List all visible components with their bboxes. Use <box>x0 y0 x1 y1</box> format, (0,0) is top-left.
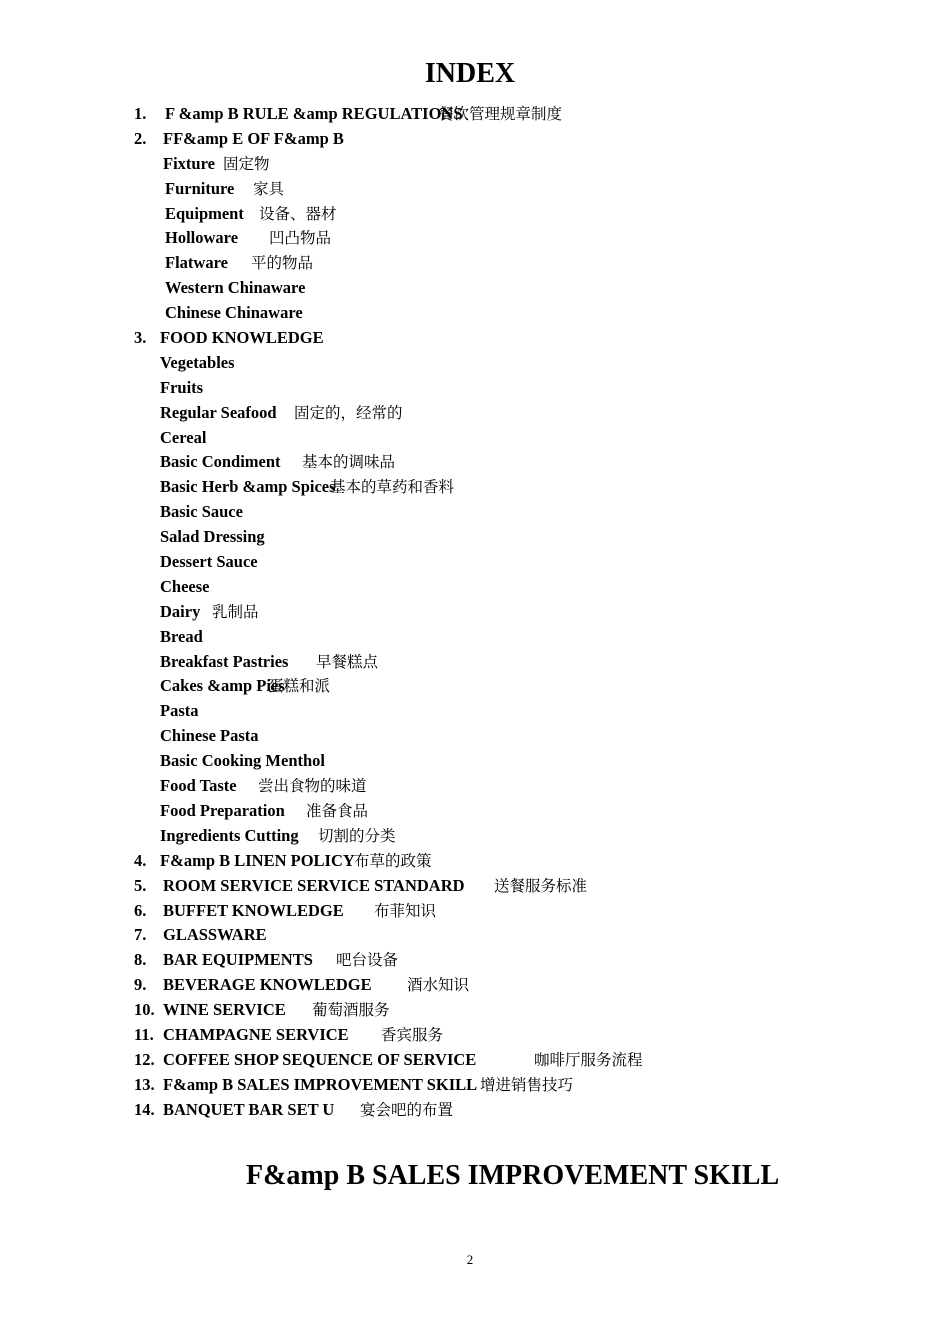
index-row <box>134 525 894 550</box>
index-list <box>134 102 894 1123</box>
index-row <box>134 824 894 849</box>
index-row <box>134 973 894 998</box>
item-number: 7. <box>134 925 147 945</box>
item-label: COFFEE SHOP SEQUENCE OF SERVICE <box>163 1049 477 1069</box>
item-label: F&amp B SALES IMPROVEMENT SKILL <box>163 1074 478 1094</box>
section-heading: F&amp B SALES IMPROVEMENT SKILL <box>246 1160 780 1191</box>
item-number: 12. <box>134 1049 155 1069</box>
index-row <box>134 102 894 127</box>
item-label: Basic Cooking Menthol <box>160 751 326 771</box>
index-row <box>134 202 894 227</box>
index-row <box>134 500 894 525</box>
item-label: Fruits <box>160 377 204 397</box>
item-translation: 蛋糕和派 <box>268 677 331 696</box>
item-translation: 布草的政策 <box>354 851 432 870</box>
index-row <box>134 1023 894 1048</box>
item-translation: 尝出食物的味道 <box>258 777 367 796</box>
item-label: Regular Seafood <box>160 402 277 422</box>
index-row <box>134 998 894 1023</box>
item-number: 4. <box>134 850 147 870</box>
item-label: FF&amp E OF F&amp B <box>163 128 344 148</box>
item-number: 14. <box>134 1099 155 1119</box>
item-label: BAR EQUIPMENTS <box>163 950 313 970</box>
index-row <box>134 326 894 351</box>
item-label: Dessert Sauce <box>160 552 258 572</box>
item-label: F&amp B LINEN POLICY <box>160 850 355 870</box>
item-label: Dairy <box>160 601 201 621</box>
item-label: ROOM SERVICE SERVICE STANDARD <box>163 875 465 895</box>
item-label: Basic Condiment <box>160 452 281 472</box>
item-label: Salad Dressing <box>160 527 265 547</box>
item-translation: 平的物品 <box>251 254 314 273</box>
index-row <box>134 899 894 924</box>
index-row <box>134 226 894 251</box>
index-row <box>134 351 894 376</box>
index-row <box>134 575 894 600</box>
index-row <box>134 724 894 749</box>
item-translation: 布菲知识 <box>374 901 437 920</box>
item-label: Chinese Chinaware <box>165 303 303 323</box>
item-label: Cheese <box>160 576 210 596</box>
item-translation: 切割的分类 <box>318 826 396 845</box>
index-row <box>134 874 894 899</box>
item-translation: 送餐服务标准 <box>494 876 588 895</box>
item-translation: 家具 <box>253 179 285 198</box>
item-number: 13. <box>134 1074 155 1094</box>
index-row <box>134 450 894 475</box>
index-row <box>134 376 894 401</box>
index-row <box>134 426 894 451</box>
item-number: 10. <box>134 1000 155 1020</box>
item-label: Furniture <box>165 178 235 198</box>
item-label: Pasta <box>160 701 199 721</box>
item-translation: 乳制品 <box>212 602 259 621</box>
item-translation: 固定的，经常的 <box>294 403 403 422</box>
index-row <box>134 625 894 650</box>
index-row <box>134 650 894 675</box>
index-row <box>134 948 894 973</box>
item-number: 11. <box>134 1024 154 1044</box>
index-row <box>134 1073 894 1098</box>
item-label: CHAMPAGNE SERVICE <box>163 1024 349 1044</box>
item-label: Food Preparation <box>160 800 285 820</box>
index-row <box>134 251 894 276</box>
item-number: 1. <box>134 104 147 123</box>
item-label: Chinese Pasta <box>160 726 259 746</box>
index-row <box>134 276 894 301</box>
item-translation: 餐饮管理规章制度 <box>438 105 563 123</box>
item-label: Cakes &amp Pies <box>160 676 285 696</box>
item-label: GLASSWARE <box>163 925 267 945</box>
item-label: Basic Sauce <box>160 502 243 522</box>
index-title: INDEX <box>424 58 516 89</box>
item-label: Holloware <box>165 228 239 248</box>
item-label: Ingredients Cutting <box>160 825 299 845</box>
item-label: Fixture <box>163 153 215 173</box>
item-label: Basic Herb &amp Spices <box>160 477 336 497</box>
index-row <box>134 152 894 177</box>
index-row <box>134 177 894 202</box>
item-translation: 凹凸物品 <box>269 229 332 248</box>
item-translation: 酒水知识 <box>407 976 470 995</box>
item-label: Equipment <box>165 203 244 223</box>
item-label: FOOD KNOWLEDGE <box>160 328 324 348</box>
item-number: 3. <box>134 328 147 348</box>
item-translation: 设备、器材 <box>259 204 337 223</box>
item-label: Western Chinaware <box>165 278 306 298</box>
item-translation: 吧台设备 <box>336 951 399 970</box>
item-translation: 咖啡厅服务流程 <box>534 1050 643 1069</box>
item-translation: 准备食品 <box>306 801 369 820</box>
item-label: BUFFET KNOWLEDGE <box>163 900 344 920</box>
item-label: F &amp B RULE &amp REGULATIONS <box>165 104 463 123</box>
index-row <box>134 550 894 575</box>
item-number: 2. <box>134 128 147 148</box>
index-row <box>134 923 894 948</box>
item-translation: 基本的调味品 <box>302 453 396 472</box>
item-label: Breakfast Pastries <box>160 651 289 671</box>
item-translation: 早餐糕点 <box>316 652 379 671</box>
index-row <box>134 301 894 326</box>
item-label: Cereal <box>160 427 207 447</box>
item-number: 8. <box>134 950 147 970</box>
index-row <box>134 749 894 774</box>
item-number: 6. <box>134 900 147 920</box>
index-row <box>134 699 894 724</box>
item-label: Bread <box>160 626 203 646</box>
index-row <box>134 1048 894 1073</box>
index-row <box>134 774 894 799</box>
index-row <box>134 799 894 824</box>
item-translation: 葡萄酒服务 <box>312 1001 390 1020</box>
index-row <box>134 600 894 625</box>
item-translation: 基本的草药和香料 <box>330 478 455 497</box>
item-label: BEVERAGE KNOWLEDGE <box>163 975 372 995</box>
item-translation: 香宾服务 <box>381 1025 444 1044</box>
item-translation: 固定物 <box>223 154 270 173</box>
item-label: WINE SERVICE <box>163 1000 286 1020</box>
index-row <box>134 475 894 500</box>
index-row <box>134 401 894 426</box>
item-label: Food Taste <box>160 776 237 796</box>
item-number: 9. <box>134 975 147 995</box>
item-label: Vegetables <box>160 352 235 372</box>
index-row <box>134 1098 894 1123</box>
item-label: BANQUET BAR SET U <box>163 1099 335 1119</box>
index-row <box>134 674 894 699</box>
item-label: Flatware <box>165 253 228 273</box>
item-translation: 宴会吧的布置 <box>360 1100 454 1119</box>
index-row <box>134 127 894 152</box>
item-translation: 增进销售技巧 <box>480 1075 574 1094</box>
index-row <box>134 849 894 874</box>
item-number: 5. <box>134 875 147 895</box>
page-number: 2 <box>466 1252 474 1267</box>
